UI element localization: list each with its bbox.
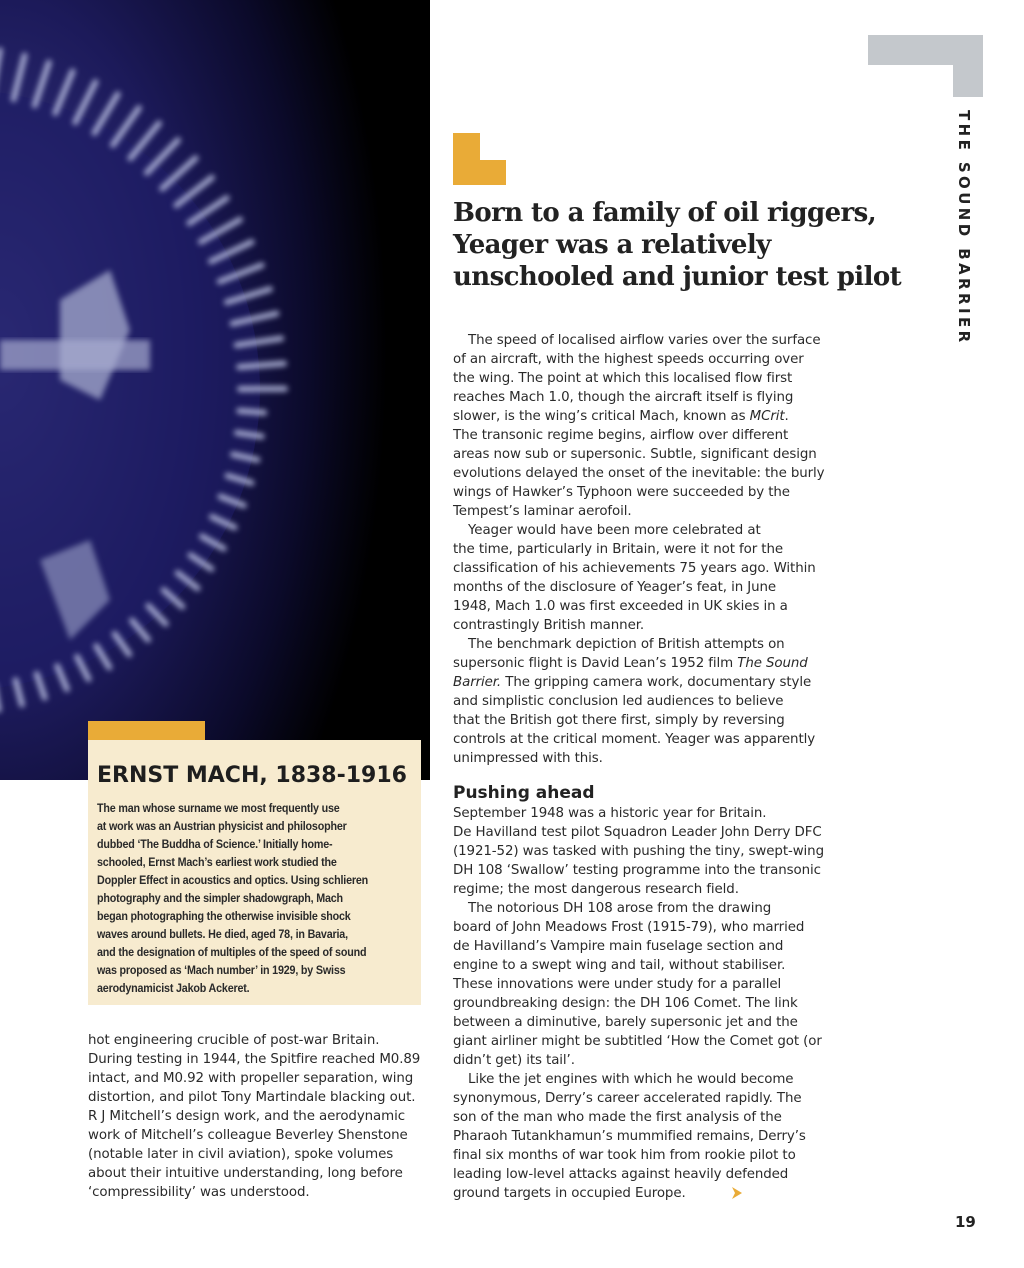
text-line: R J Mitchell’s design work, and the aerodynamic bbox=[88, 1109, 405, 1124]
text-line: final six months of war took him from rookie pilot to bbox=[453, 1148, 796, 1163]
paragraph bbox=[453, 899, 833, 1070]
text-line: at work was an Austrian physicist and philosopher bbox=[97, 819, 347, 833]
gray-corner-mark-vertical bbox=[953, 35, 983, 97]
article-column-top bbox=[453, 331, 833, 768]
text-line: The speed of localised airflow varies over the surface bbox=[468, 333, 821, 348]
text-line: de Havilland’s Vampire main fuselage section and bbox=[453, 939, 784, 954]
text-line: the wing. The point at which this localised flow first bbox=[453, 371, 793, 386]
text-line: ground targets in occupied Europe. bbox=[453, 1186, 686, 1201]
text-line: Born to a family of oil riggers, bbox=[453, 198, 877, 228]
text-line: Yeager would have been more celebrated at bbox=[468, 523, 761, 538]
text-line: During testing in 1944, the Spitfire reached M0.89 bbox=[88, 1052, 421, 1067]
gauge-tick bbox=[237, 433, 262, 437]
headline bbox=[453, 197, 901, 293]
text-line: supersonic flight is David Lean’s 1952 film The Sound bbox=[453, 656, 808, 671]
text-line: began photographing the otherwise invisible shock bbox=[97, 909, 351, 923]
paragraph bbox=[453, 635, 833, 768]
subheading: Pushing ahead bbox=[453, 783, 595, 803]
text-line: the time, particularly in Britain, were it not for the bbox=[453, 542, 783, 557]
sidebar-title: ERNST MACH, 1838-1916 bbox=[97, 763, 407, 788]
left-column-text bbox=[88, 1031, 420, 1202]
text-line: distortion, and pilot Tony Martindale blacking out. bbox=[88, 1090, 416, 1105]
paragraph bbox=[453, 1070, 833, 1203]
text-line: wings of Hawker’s Typhoon were succeeded by the bbox=[453, 485, 790, 500]
text-line: was proposed as ‘Mach number’ in 1929, by Swiss bbox=[97, 963, 346, 977]
text-line: and the designation of multiples of the speed of sound bbox=[97, 945, 367, 959]
text-line: slower, is the wing’s critical Mach, known as MCrit. bbox=[453, 409, 789, 424]
section-label: THE SOUND BARRIER bbox=[955, 110, 973, 346]
gauge-tick bbox=[239, 411, 264, 413]
text-line: The benchmark depiction of British attempts on bbox=[468, 637, 785, 652]
text-line: unschooled and junior test pilot bbox=[453, 262, 902, 292]
text-line: (notable later in civil aviation), spoke volumes bbox=[88, 1147, 394, 1162]
text-line: (1921-52) was tasked with pushing the tiny, swept-wing bbox=[453, 844, 824, 859]
text-line: The man whose surname we most frequently use bbox=[97, 801, 340, 815]
text-line: Yeager was a relatively bbox=[453, 230, 771, 260]
text-line: dubbed ‘The Buddha of Science.’ Initially home- bbox=[97, 837, 333, 851]
text-line: evolutions delayed the onset of the inevitable: the burly bbox=[453, 466, 825, 481]
text-line: waves around bullets. He died, aged 78, in Bavaria, bbox=[97, 927, 348, 941]
text-line: regime; the most dangerous research field. bbox=[453, 882, 739, 897]
text-line: classification of his achievements 75 years ago. Within bbox=[453, 561, 816, 576]
text-line: and simplistic conclusion led audiences to believe bbox=[453, 694, 784, 709]
continue-arrow-icon bbox=[732, 1187, 742, 1199]
text-line: between a diminutive, barely supersonic jet and the bbox=[453, 1015, 798, 1030]
text-line: son of the man who made the first analysis of the bbox=[453, 1110, 782, 1125]
text-line: board of John Meadows Frost (1915-79), who married bbox=[453, 920, 805, 935]
article-column-bottom bbox=[453, 804, 833, 1203]
page-number: 19 bbox=[955, 1213, 976, 1231]
text-line: leading low-level attacks against heavily defended bbox=[453, 1167, 789, 1182]
text-line: Pharaoh Tutankhamun’s mummified remains, Derry’s bbox=[453, 1129, 806, 1144]
text-line: controls at the critical moment. Yeager was apparently bbox=[453, 732, 816, 747]
text-line: aerodynamicist Jakob Ackeret. bbox=[97, 981, 250, 995]
text-line: The transonic regime begins, airflow over different bbox=[453, 428, 789, 443]
text-line: didn’t get) its tail’. bbox=[453, 1053, 575, 1068]
paragraph bbox=[453, 331, 833, 521]
text-line: contrastingly British manner. bbox=[453, 618, 645, 633]
text-line: synonymous, Derry’s career accelerated rapidly. The bbox=[453, 1091, 802, 1106]
text-line: Barrier. The gripping camera work, documentary style bbox=[453, 675, 812, 690]
gauge-tick bbox=[239, 364, 284, 367]
text-line: The notorious DH 108 arose from the drawing bbox=[468, 901, 772, 916]
paragraph bbox=[453, 804, 833, 899]
text-line: giant airliner might be subtitled ‘How the Comet got (or bbox=[453, 1034, 822, 1049]
gauge-photo bbox=[0, 0, 430, 780]
sidebar-body bbox=[97, 799, 368, 997]
text-line: reaches Mach 1.0, though the aircraft itself is flying bbox=[453, 390, 794, 405]
text-line: hot engineering crucible of post-war Britain. bbox=[88, 1033, 380, 1048]
text-line: that the British got there first, simply by reversing bbox=[453, 713, 785, 728]
text-line: areas now sub or supersonic. Subtle, significant design bbox=[453, 447, 817, 462]
text-line: months of the disclosure of Yeager’s feat, in June bbox=[453, 580, 777, 595]
text-line: about their intuitive understanding, long before bbox=[88, 1166, 403, 1181]
text-line: engine to a swept wing and tail, without stabiliser. bbox=[453, 958, 786, 973]
paragraph bbox=[453, 521, 833, 635]
text-line: 1948, Mach 1.0 was first exceeded in UK skies in a bbox=[453, 599, 788, 614]
text-line: September 1948 was a historic year for Britain. bbox=[453, 806, 767, 821]
text-line: De Havilland test pilot Squadron Leader John Derry DFC bbox=[453, 825, 822, 840]
text-line: groundbreaking design: the DH 106 Comet. The link bbox=[453, 996, 798, 1011]
text-line: of an aircraft, with the highest speeds occurring over bbox=[453, 352, 804, 367]
text-line: work of Mitchell’s colleague Beverley Shenstone bbox=[88, 1128, 408, 1143]
text-line: Like the jet engines with which he would become bbox=[468, 1072, 794, 1087]
accent-l-mark-foot bbox=[453, 160, 506, 185]
text-line: Tempest’s laminar aerofoil. bbox=[453, 504, 632, 519]
text-line: These innovations were under study for a parallel bbox=[453, 977, 782, 992]
text-line: schooled, Ernst Mach’s earliest work studied the bbox=[97, 855, 337, 869]
text-line: ‘compressibility’ was understood. bbox=[88, 1185, 310, 1200]
text-line: intact, and M0.92 with propeller separation, wing bbox=[88, 1071, 414, 1086]
text-line: photography and the simpler shadowgraph, Mach bbox=[97, 891, 343, 905]
text-line: unimpressed with this. bbox=[453, 751, 603, 766]
text-line: DH 108 ‘Swallow’ testing programme into the transonic bbox=[453, 863, 821, 878]
text-line: Doppler Effect in acoustics and optics. Using schlieren bbox=[97, 873, 369, 887]
